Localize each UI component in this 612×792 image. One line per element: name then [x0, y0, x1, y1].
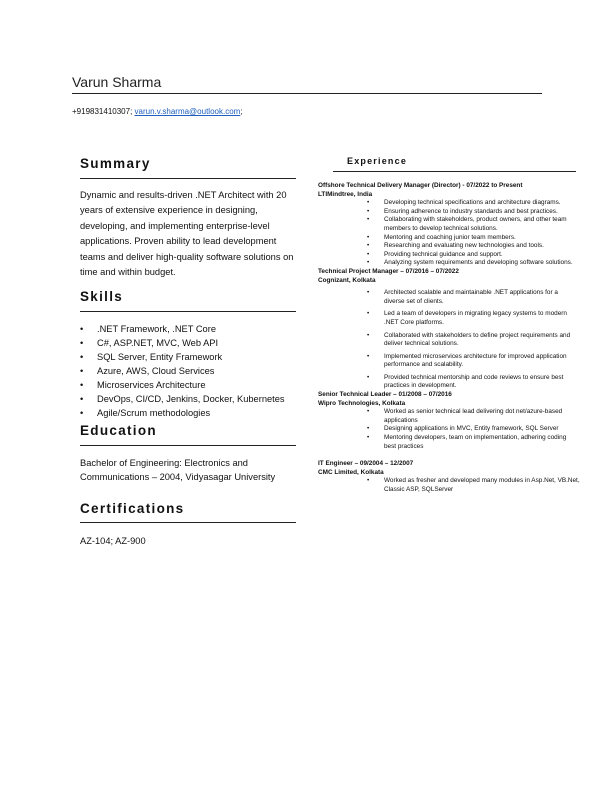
job-entry — [318, 391, 580, 451]
job-bullet: • Provided technical mentorship and code reviews to ensure best practices in development. — [318, 374, 580, 391]
job-title: Technical Project Manager – 07/2016 – 07/2022 — [318, 267, 459, 275]
job-company: LTIMindtree, India — [318, 190, 373, 198]
certifications-divider — [80, 522, 296, 523]
summary-heading: Summary — [80, 156, 151, 171]
job-bullet: • Designing applications in MVC, Entity framework, SQL Server — [318, 425, 580, 434]
job-bullet: • Led a team of developers in migrating legacy systems to modern .NET Core platforms. — [318, 310, 580, 327]
skill-item: • C#, ASP.NET, MVC, Web API — [80, 336, 285, 350]
job-company: Wipro Technologies, Kolkata — [318, 399, 406, 407]
job-company: CMC Limited, Kolkata — [318, 468, 384, 476]
education-heading: Education — [80, 423, 157, 438]
job-bullet: • Mentoring developers, team on implementation, adhering coding best practices — [318, 434, 580, 451]
phone: +919831410307; — [72, 107, 135, 116]
name-divider — [72, 93, 542, 94]
job-entry — [318, 460, 580, 494]
contact-separator: ; — [240, 107, 243, 116]
job-bullet: • Researching and evaluating new technologies and tools. — [318, 242, 580, 251]
contact-line — [72, 107, 243, 116]
job-entry — [318, 182, 580, 268]
skills-divider — [80, 311, 296, 312]
job-entry — [318, 268, 580, 391]
job-title: Senior Technical Leader – 01/2008 – 07/2016 — [318, 391, 452, 399]
job-bullet: • Collaborated with stakeholders to define project requirements and deliver technical solutions. — [318, 332, 580, 349]
job-bullet: • Worked as fresher and developed many modules in Asp.Net, VB.Net, Classic ASP, SQLServer — [318, 477, 580, 494]
skill-item: • Azure, AWS, Cloud Services — [80, 364, 285, 378]
job-bullet: • Implemented microservices architecture for improved application performance and scalability. — [318, 353, 580, 370]
education-text: Bachelor of Engineering: Electronics and Communications – 2004, Vidyasagar University — [80, 458, 276, 482]
candidate-name: Varun Sharma — [72, 74, 162, 90]
job-bullet: • Developing technical specifications and architecture diagrams. — [318, 199, 580, 208]
skill-item: • Microservices Architecture — [80, 378, 285, 392]
certifications-text: AZ-104; AZ-900 — [80, 536, 146, 546]
job-title: Offshore Technical Delivery Manager (Director) - 07/2022 to Present — [318, 182, 523, 189]
job-bullet: • Architected scalable and maintainable .NET applications for a diverse set of clients. — [318, 289, 580, 306]
job-bullet: • Collaborating with stakeholders, product owners, and other team members to develop technical solutions. — [318, 216, 580, 233]
job-bullet: • Ensuring adherence to industry standards and best practices. — [318, 208, 580, 217]
job-bullet: • Worked as senior technical lead delivering dot net/azure-based applications — [318, 408, 580, 425]
skill-item: • SQL Server, Entity Framework — [80, 350, 285, 364]
experience-divider — [333, 171, 576, 172]
job-bullet: • Providing technical guidance and support. — [318, 251, 580, 260]
email-link[interactable]: varun.v.sharma@outlook.com — [134, 107, 241, 116]
skill-item: • .NET Framework, .NET Core — [80, 322, 285, 336]
job-title: IT Engineer – 09/2004 – 12/2007 — [318, 460, 414, 468]
skill-item: • Agile/Scrum methodologies — [80, 406, 285, 420]
job-bullet: • Mentoring and coaching junior team members. — [318, 234, 580, 243]
skills-list — [80, 322, 285, 420]
job-company: Cognizant, Kolkata — [318, 276, 376, 284]
summary-divider — [80, 178, 296, 179]
summary-text: Dynamic and results-driven .NET Architect with 20 years of extensive experience in designing, developing, and implementing enterprise-level applications. Proven ability to lead development teams and deliver high-quality software solutions on time and within budget. — [80, 190, 294, 278]
job-bullet: • Analyzing system requirements and developing software solutions. — [318, 259, 580, 268]
skill-item: • DevOps, CI/CD, Jenkins, Docker, Kubernetes — [80, 392, 285, 406]
experience-list — [318, 182, 580, 495]
education-divider — [80, 445, 296, 446]
skills-heading: Skills — [80, 289, 124, 304]
certifications-heading: Certifications — [80, 501, 185, 516]
experience-heading: Experience — [347, 156, 408, 166]
